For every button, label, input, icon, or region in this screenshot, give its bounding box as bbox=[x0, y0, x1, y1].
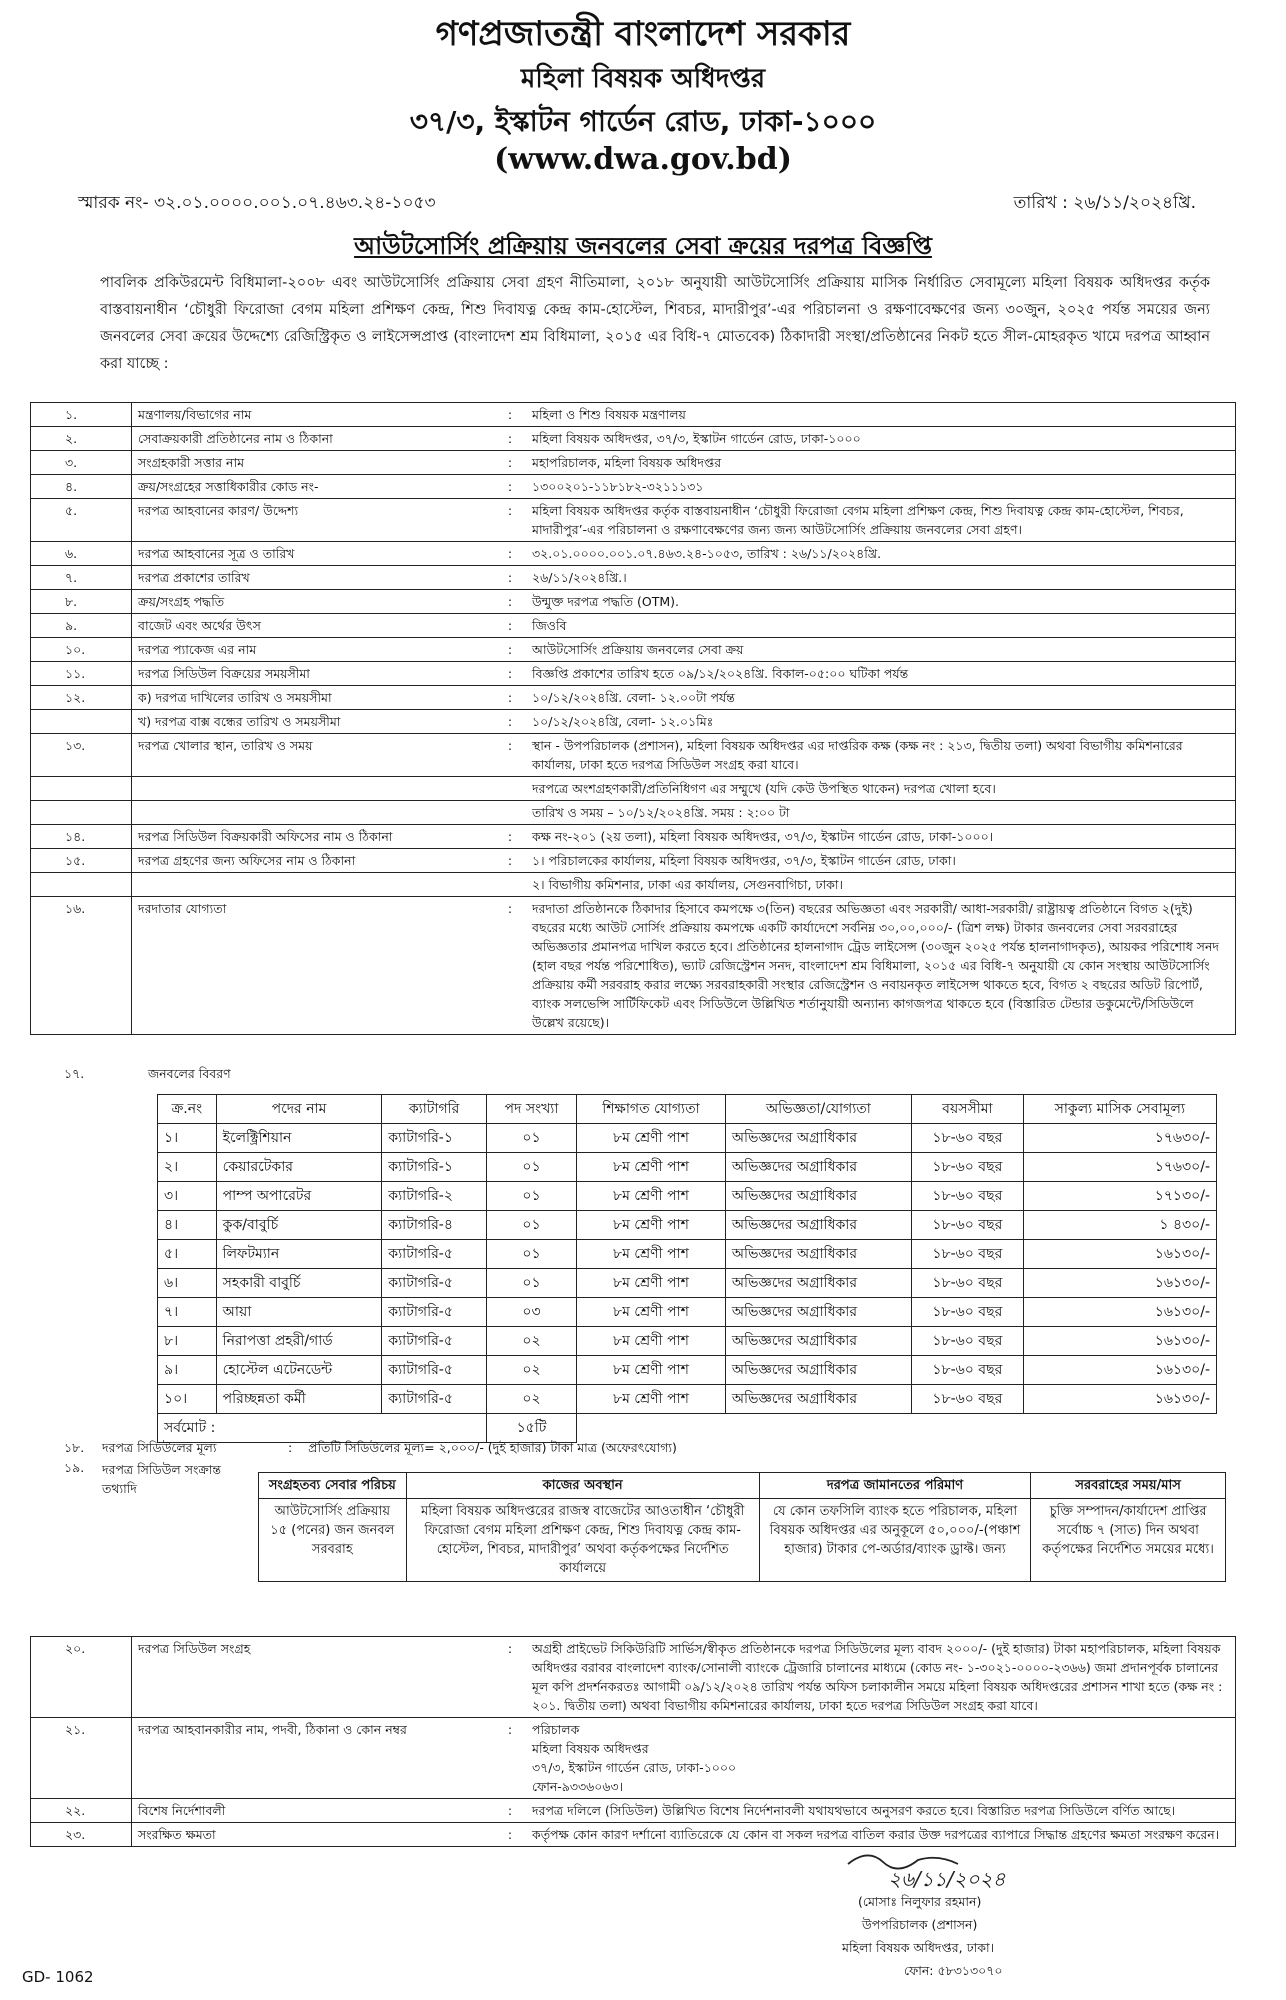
staff-cell: ১৮-৬০ বছর bbox=[912, 1182, 1024, 1211]
row-number: ৮. bbox=[31, 590, 132, 614]
row-field bbox=[132, 873, 495, 897]
row-field: দরপত্র আহবানকারীর নাম, পদবী, ঠিকানা ও কোন নম্বর bbox=[132, 1718, 495, 1799]
row-value: কর্তৃপক্ষ কোন কারণ দর্শানো ব্যাতিরেকে যে কোন বা সকল দরপত্র বাতিল করার উক্ত দরপত্রের ব্যাপারে সিদ্ধান্ত গ্রহণের ক্ষমতা সংরক্ষণ করেন। bbox=[526, 1823, 1236, 1847]
staff-cell: কুক/বাবুর্চি bbox=[216, 1211, 382, 1240]
staff-cell: ১৮-৬০ বছর bbox=[912, 1356, 1024, 1385]
row-value: দরদাতা প্রতিষ্ঠানকে ঠিকাদার হিসাবে কমপক্ষে ৩(তিন) বছরের অভিজ্ঞতা এবং সরকারী/ আধা-সরকারী/ রাষ্ট্রায়ত্ব প্রতিষ্ঠানে বিগত ২(দুই) বছরের মধ্যে আউট সোর্সিং প্রক্রিয়ায় কমপক্ষে একটি কার্যাদেশে সর্বনিম্ন ৩০,০০,০০০/- (ত্রিশ লক্ষ) টাকার জনবলের সেবা সরবরাহের অভিজ্ঞতার প্রমানপত্র দাখিল করতে হবে। প্রতিষ্ঠানের হালনাগাদ ট্রেড লাইসেন্স (৩০জুন ২০২৫ পর্যন্ত হালনাগাদকৃত), আয়কর পরিশোধ সনদ (হাল বছর পর্যন্ত পরিশোধিত), ভ্যাট রেজিস্ট্রেশন সনদ, বাংলাদেশ শ্রম বিধিমালা, ২০১৫ এর বিধি-৭ অনুযায়ী যে কোন সংস্থায় আউটসোর্সিং প্রক্রিয়ায় কর্মী সরবরাহ করার লক্ষ্যে সরবরাহকারী সংস্থার রেজিস্ট্রেশন ও নবায়নকৃত লাইসেন্স থাকতে হবে, বিগত ২ বছরের অডিট রিপোর্ট, ব্যাংক সলভেন্সি সার্টিফিকেট এবং সিডিউলে উল্লিখিত শর্তানুযায়ী অন্যান্য কাগজপত্র থাকতে হবে (বিস্তারিত টেন্ডার ডকুমেন্টে/সিডিউলে উল্লেখ রয়েছে)। bbox=[526, 897, 1236, 1035]
row-number bbox=[31, 873, 132, 897]
staff-cell: ক্যাটাগরি-৫ bbox=[382, 1269, 487, 1298]
row-colon bbox=[494, 801, 526, 825]
row-colon: : bbox=[494, 686, 526, 710]
staff-cell: অভিজ্ঞদের অগ্রাধিকার bbox=[725, 1298, 911, 1327]
row-colon: : bbox=[494, 734, 526, 777]
signer-name: (মোসাঃ নিলুফার রহমান) bbox=[858, 1894, 982, 1909]
staff-cell: সহকারী বাবুর্চি bbox=[216, 1269, 382, 1298]
staff-cell: ৭। bbox=[158, 1298, 217, 1327]
staff-cell: ইলেক্ট্রিশিয়ান bbox=[216, 1124, 382, 1153]
staff-cell: ৮ম শ্রেণী পাশ bbox=[577, 1124, 726, 1153]
row-colon: : bbox=[494, 499, 526, 542]
row-colon: : bbox=[494, 1799, 526, 1823]
row-number bbox=[31, 710, 132, 734]
row-value: ১০/১২/২০২৪খ্রি, বেলা- ১২.০১মিঃ bbox=[526, 710, 1236, 734]
row-colon: : bbox=[494, 1718, 526, 1799]
staff-cell: ১৮-৬০ বছর bbox=[912, 1327, 1024, 1356]
schedule-col-header: সংগ্রহতব্য সেবার পরিচয় bbox=[259, 1473, 407, 1499]
staff-row bbox=[158, 1240, 1217, 1269]
staff-cell: ১৭৬৩০/- bbox=[1023, 1153, 1216, 1182]
staff-cell: অভিজ্ঞদের অগ্রাধিকার bbox=[725, 1356, 911, 1385]
staff-cell: ২। bbox=[158, 1153, 217, 1182]
staff-cell: ক্যাটাগরি-৫ bbox=[382, 1385, 487, 1414]
staff-cell: ১৮-৬০ বছর bbox=[912, 1269, 1024, 1298]
staff-cell: ৫। bbox=[158, 1240, 217, 1269]
staff-cell: ০১ bbox=[486, 1124, 576, 1153]
staff-cell: নিরাপত্তা প্রহরী/গার্ড bbox=[216, 1327, 382, 1356]
staff-cell: ১ ৪৩০/- bbox=[1023, 1211, 1216, 1240]
table-row bbox=[31, 403, 1236, 427]
staff-cell: আয়া bbox=[216, 1298, 382, 1327]
staff-row bbox=[158, 1182, 1217, 1211]
row-18-no: ১৮. bbox=[64, 1440, 85, 1455]
row-number: ৯. bbox=[31, 614, 132, 638]
staff-cell: ৮ম শ্রেণী পাশ bbox=[577, 1356, 726, 1385]
row-colon bbox=[494, 873, 526, 897]
row-number: ১৫. bbox=[31, 849, 132, 873]
row-field: দরপত্র সিডিউল সংগ্রহ bbox=[132, 1637, 495, 1718]
staff-cell: ১৬১৩০/- bbox=[1023, 1385, 1216, 1414]
staff-cell: ৪। bbox=[158, 1211, 217, 1240]
row-value: পরিচালক মহিলা বিষয়ক অধিদপ্তর ৩৭/৩, ইস্কাটন গার্ডেন রোড, ঢাকা-১০০০ ফোন-৯৩৩৬০৬৩। bbox=[526, 1718, 1236, 1799]
row-field: দরপত্র আহবানের সূত্র ও তারিখ bbox=[132, 542, 495, 566]
staff-cell: ৮ম শ্রেণী পাশ bbox=[577, 1182, 726, 1211]
row-field: ক্রয়/সংগ্রহ পদ্ধতি bbox=[132, 590, 495, 614]
row-19-no: ১৯. bbox=[64, 1460, 85, 1475]
row-field: ক) দরপত্র দাখিলের তারিখ ও সময়সীমা bbox=[132, 686, 495, 710]
staff-cell: ক্যাটাগরি-৫ bbox=[382, 1240, 487, 1269]
notice-title: আউটসোর্সিং প্রক্রিয়ায় জনবলের সেবা ক্রয়ের দরপত্র বিজ্ঞপ্তি bbox=[354, 232, 932, 260]
staff-cell: ৩। bbox=[158, 1182, 217, 1211]
table-row bbox=[31, 873, 1236, 897]
row-field: ক্রয়/সংগ্রহের সত্তাধিকারীর কোড নং- bbox=[132, 475, 495, 499]
table-row bbox=[31, 777, 1236, 801]
staff-cell: ০১ bbox=[486, 1182, 576, 1211]
staff-cell: হোস্টেল এটেনডেন্ট bbox=[216, 1356, 382, 1385]
row-number: ২১. bbox=[31, 1718, 132, 1799]
staff-cell: ০১ bbox=[486, 1211, 576, 1240]
staff-cell: ১৬১৩০/- bbox=[1023, 1327, 1216, 1356]
row-number: ৫. bbox=[31, 499, 132, 542]
row-colon: : bbox=[494, 542, 526, 566]
row-colon: : bbox=[494, 1823, 526, 1847]
staff-cell: অভিজ্ঞদের অগ্রাধিকার bbox=[725, 1385, 911, 1414]
row-number: ৩. bbox=[31, 451, 132, 475]
row-colon: : bbox=[494, 427, 526, 451]
table-row bbox=[31, 638, 1236, 662]
row-colon: : bbox=[494, 451, 526, 475]
row-colon: : bbox=[494, 710, 526, 734]
row-17-no: ১৭. bbox=[64, 1066, 85, 1081]
staff-cell: ০২ bbox=[486, 1356, 576, 1385]
row-value: ২। বিভাগীয় কমিশনার, ঢাকা এর কার্যালয়, সেগুনবাগিচা, ঢাকা। bbox=[526, 873, 1236, 897]
signer-designation: উপপরিচালক (প্রশাসন) bbox=[862, 1917, 978, 1932]
row-field: দরপত্র প্যাকেজ এর নাম bbox=[132, 638, 495, 662]
memo-number: স্মারক নং- ৩২.০১.০০০০.০০১.০৭.৪৬৩.২৪-১০৫৩ bbox=[78, 193, 436, 213]
row-number: ১৪. bbox=[31, 825, 132, 849]
government-heading: গণপ্রজাতন্ত্রী বাংলাদেশ সরকার bbox=[435, 14, 851, 54]
row-colon: : bbox=[494, 614, 526, 638]
staff-cell: ১৮-৬০ বছর bbox=[912, 1240, 1024, 1269]
schedule-col-header: সরবরাহের সময়/মাস bbox=[1031, 1473, 1226, 1499]
staff-cell: পরিচ্ছন্নতা কর্মী bbox=[216, 1385, 382, 1414]
row-value: মহিলা বিষয়ক অধিদপ্তর, ৩৭/৩, ইস্কাটন গার্ডেন রোড, ঢাকা-১০০০ bbox=[526, 427, 1236, 451]
table-row bbox=[31, 499, 1236, 542]
staff-col-header: শিক্ষাগত যোগ্যতা bbox=[577, 1095, 726, 1124]
table-row bbox=[31, 662, 1236, 686]
staff-row bbox=[158, 1356, 1217, 1385]
row-value: মহিলা বিষয়ক অধিদপ্তর কর্তৃক বাস্তবায়নাধীন ‘চৌধুরী ফিরোজা বেগম মহিলা প্রশিক্ষণ কেন্দ্র, শিশু দিবাযত্ন কেন্দ্র কাম-হোস্টেল, শিবচর, মাদারীপুর’-এর পরিচালনা ও রক্ষণাবেক্ষণের জন্য জন্য আউটসোর্সিং প্রক্রিয়ায় জনবলের সেবা গ্রহণ। bbox=[526, 499, 1236, 542]
row-value: স্থান - উপপরিচালক (প্রশাসন), মহিলা বিষয়ক অধিদপ্তর এর দাপ্তরিক কক্ষ (কক্ষ নং : ২১৩, দ্বিতীয় তলা) অথবা বিভাগীয় কমিশনারের কার্যালয়, ঢাকা হতে দরপত্র সিডিউল সংগ্রহ করা যাবে। bbox=[526, 734, 1236, 777]
row-value: ১০/১২/২০২৪খ্রি. বেলা- ১২.০০টা পর্যন্ত bbox=[526, 686, 1236, 710]
row-number: ২. bbox=[31, 427, 132, 451]
staff-cell: ক্যাটাগরি-১ bbox=[382, 1153, 487, 1182]
table-row bbox=[31, 542, 1236, 566]
row-18-label: দরপত্র সিডিউলের মূল্য bbox=[102, 1440, 217, 1455]
staff-cell: অভিজ্ঞদের অগ্রাধিকার bbox=[725, 1182, 911, 1211]
row-value: তারিখ ও সময় – ১০/১২/২০২৪খ্রি. সময় : ২:০০ টা bbox=[526, 801, 1236, 825]
row-field bbox=[132, 801, 495, 825]
row-colon bbox=[494, 777, 526, 801]
row-value: আউটসোর্সিং প্রক্রিয়ায় জনবলের সেবা ক্রয় bbox=[526, 638, 1236, 662]
schedule-cell: মহিলা বিষয়ক অধিদপ্তরের রাজস্ব বাজেটের আওতাধীন ‘চৌধুরী ফিরোজা বেগম মহিলা প্রশিক্ষণ কেন্দ্র, শিশু দিবাযত্ন কেন্দ্র কাম-হোস্টেল, শিবচর, মাদারীপুর’ অথবা কর্তৃকপক্ষের নির্দেশিত কার্যালয়ে bbox=[406, 1499, 759, 1582]
row-field bbox=[132, 777, 495, 801]
signature-date: ২৬/১১/২০২৪ bbox=[888, 1867, 1006, 1890]
table-row bbox=[31, 1823, 1236, 1847]
staff-cell: ০২ bbox=[486, 1385, 576, 1414]
row-value: জিওবি bbox=[526, 614, 1236, 638]
row-colon: : bbox=[494, 849, 526, 873]
staff-cell: ক্যাটাগরি-১ bbox=[382, 1124, 487, 1153]
row-colon: : bbox=[494, 897, 526, 1035]
staff-col-header: সাকুল্য মাসিক সেবামূল্য bbox=[1023, 1095, 1216, 1124]
staff-row bbox=[158, 1269, 1217, 1298]
staff-cell: অভিজ্ঞদের অগ্রাধিকার bbox=[725, 1269, 911, 1298]
row-value: উন্মুক্ত দরপত্র পদ্ধতি (OTM). bbox=[526, 590, 1236, 614]
notice-date: তারিখ : ২৬/১১/২০২৪খ্রি. bbox=[1013, 193, 1196, 213]
staff-table bbox=[157, 1094, 1217, 1443]
staff-row bbox=[158, 1211, 1217, 1240]
table-row bbox=[31, 1718, 1236, 1799]
staff-row bbox=[158, 1298, 1217, 1327]
schedule-col-header: কাজের অবস্থান bbox=[406, 1473, 759, 1499]
schedule-cell: যে কোন তফসিলি ব্যাংক হতে পরিচালক, মহিলা বিষয়ক অধিদপ্তর এর অনুকূলে ৫০,০০০/-(পঞ্চাশ হাজার) টাকার পে-অর্ডার/ব্যাংক ড্রাফ্ট। জন্য bbox=[759, 1499, 1030, 1582]
website-link[interactable]: (www.dwa.gov.bd) bbox=[494, 142, 792, 177]
row-field: খ) দরপত্র বাক্স বন্ধের তারিখ ও সময়সীমা bbox=[132, 710, 495, 734]
row-value: ১৩০০২০১-১১৮১৮২-৩২১১১৩১ bbox=[526, 475, 1236, 499]
row-field: দরপত্র আহবানের কারণ/ উদ্দেশ্য bbox=[132, 499, 495, 542]
staff-cell: ৯। bbox=[158, 1356, 217, 1385]
staff-cell: ১৮-৬০ বছর bbox=[912, 1153, 1024, 1182]
staff-row bbox=[158, 1385, 1217, 1414]
table-row bbox=[31, 1799, 1236, 1823]
table-row bbox=[31, 566, 1236, 590]
staff-col-header: পদ সংখ্যা bbox=[486, 1095, 576, 1124]
staff-cell: লিফটম্যান bbox=[216, 1240, 382, 1269]
table-row bbox=[31, 475, 1236, 499]
staff-col-header: ক্যাটাগরি bbox=[382, 1095, 487, 1124]
row-colon: : bbox=[494, 590, 526, 614]
schedule-info-table bbox=[258, 1472, 1226, 1582]
staff-row bbox=[158, 1327, 1217, 1356]
staff-cell: ০৩ bbox=[486, 1298, 576, 1327]
row-colon: : bbox=[494, 638, 526, 662]
table-row bbox=[31, 849, 1236, 873]
row-value: মহাপরিচালক, মহিলা বিষয়ক অধিদপ্তর bbox=[526, 451, 1236, 475]
staff-cell: ৮ম শ্রেণী পাশ bbox=[577, 1298, 726, 1327]
row-number: ৭. bbox=[31, 566, 132, 590]
schedule-cell: চুক্তি সম্পাদন/কার্যাদেশ প্রাপ্তির সর্বোচ্চ ৭ (সাত) দিন অথবা কর্তৃপক্ষের নির্দেশিত সময়ের মধ্যে। bbox=[1031, 1499, 1226, 1582]
row-field: সংরক্ষিত ক্ষমতা bbox=[132, 1823, 495, 1847]
staff-cell: ৮ম শ্রেণী পাশ bbox=[577, 1153, 726, 1182]
footer-code: GD- 1062 bbox=[22, 1968, 94, 1986]
staff-cell: ১৮-৬০ বছর bbox=[912, 1385, 1024, 1414]
signature-mark bbox=[828, 1850, 1048, 1890]
row-colon: : bbox=[494, 475, 526, 499]
table-row bbox=[31, 897, 1236, 1035]
row-value: মহিলা ও শিশু বিষয়ক মন্ত্রণালয় bbox=[526, 403, 1236, 427]
staff-cell: ৮ম শ্রেণী পাশ bbox=[577, 1211, 726, 1240]
row-colon: : bbox=[494, 403, 526, 427]
row-number: ১২. bbox=[31, 686, 132, 710]
row-number: ১৩. bbox=[31, 734, 132, 777]
intro-paragraph: পাবলিক প্রকিউরমেন্ট বিধিমালা-২০০৮ এবং আউটসোর্সিং প্রক্রিয়ায় সেবা গ্রহণ নীতিমালা, ২০১৮ অনুযায়ী আউটসোর্সিং প্রক্রিয়ায় মাসিক নির্ধারিত সেবামূল্যে মহিলা বিষয়ক অধিদপ্তর কর্তৃক বাস্তবায়নাধীন ‘চৌধুরী ফিরোজা বেগম মহিলা প্রশিক্ষণ কেন্দ্র, শিশু দিবাযত্ন কেন্দ্র কাম-হোস্টেল, শিবচর, মাদারীপুর’-এর পরিচালনা ও রক্ষণাবেক্ষণের জন্য ৩০জুন, ২০২৫ পর্যন্ত সময়ের জন্য জনবলের সেবা ক্রয়ের উদ্দেশ্যে রেজিস্ট্রিকৃত ও লাইসেন্সপ্রাপ্ত (বাংলাদেশ শ্রম বিধিমালা, ২০১৫ এর বিধি-৭ মোতবেক) ঠিকাদারী সংস্থা/প্রতিষ্ঠানের নিকট হতে সীল-মোহরকৃত খামে দরপত্র আহ্বান করা যাচ্ছে : bbox=[100, 275, 1210, 372]
staff-cell: ৮ম শ্রেণী পাশ bbox=[577, 1240, 726, 1269]
staff-cell: অভিজ্ঞদের অগ্রাধিকার bbox=[725, 1240, 911, 1269]
staff-cell: অভিজ্ঞদের অগ্রাধিকার bbox=[725, 1153, 911, 1182]
row-field: বাজেট এবং অর্থের উৎস bbox=[132, 614, 495, 638]
staff-cell: ১৮-৬০ বছর bbox=[912, 1298, 1024, 1327]
table-row bbox=[31, 590, 1236, 614]
staff-cell: ১৬১৩০/- bbox=[1023, 1356, 1216, 1385]
row-value: ১। পরিচালকের কার্যালয়, মহিলা বিষয়ক অধিদপ্তর, ৩৭/৩, ইস্কাটন গার্ডেন রোড, ঢাকা। bbox=[526, 849, 1236, 873]
staff-cell: ১। bbox=[158, 1124, 217, 1153]
staff-cell: কেয়ারটেকার bbox=[216, 1153, 382, 1182]
staff-cell: ১৮-৬০ বছর bbox=[912, 1124, 1024, 1153]
staff-cell: অভিজ্ঞদের অগ্রাধিকার bbox=[725, 1211, 911, 1240]
staff-cell: ০২ bbox=[486, 1327, 576, 1356]
staff-total-value: ১৫টি bbox=[486, 1414, 576, 1443]
table-row bbox=[31, 686, 1236, 710]
row-field: বিশেষ নির্দেশাবলী bbox=[132, 1799, 495, 1823]
staff-col-header: বয়সসীমা bbox=[912, 1095, 1024, 1124]
row-field: দরদাতার যোগ্যতা bbox=[132, 897, 495, 1035]
row-colon: : bbox=[494, 1637, 526, 1718]
staff-total-row bbox=[158, 1414, 1217, 1443]
staff-cell: ক্যাটাগরি-৫ bbox=[382, 1298, 487, 1327]
staff-cell: ১৮-৬০ বছর bbox=[912, 1211, 1024, 1240]
row-colon: : bbox=[494, 566, 526, 590]
staff-cell: ৮ম শ্রেণী পাশ bbox=[577, 1269, 726, 1298]
staff-col-header: পদের নাম bbox=[216, 1095, 382, 1124]
table-row bbox=[31, 734, 1236, 777]
row-number bbox=[31, 801, 132, 825]
row-field: মন্ত্রণালয়/বিভাগের নাম bbox=[132, 403, 495, 427]
row-number: ১. bbox=[31, 403, 132, 427]
signer-phone: ফোন: ৫৮৩১৩০৭০ bbox=[904, 1963, 1003, 1978]
staff-cell: ৮ম শ্রেণী পাশ bbox=[577, 1385, 726, 1414]
staff-total-filler bbox=[577, 1414, 1217, 1443]
row-field: দরপত্র সিডিউল বিক্রয়ের সময়সীমা bbox=[132, 662, 495, 686]
staff-cell: ০১ bbox=[486, 1269, 576, 1298]
staff-cell: ১৬১৩০/- bbox=[1023, 1298, 1216, 1327]
row-field: দরপত্র খোলার স্থান, তারিখ ও সময় bbox=[132, 734, 495, 777]
tender-info-table bbox=[30, 402, 1236, 1035]
staff-cell: ৮। bbox=[158, 1327, 217, 1356]
row-17-label: জনবলের বিবরণ bbox=[147, 1066, 231, 1081]
row-value: বিজ্ঞপ্তি প্রকাশের তারিখ হতে ০৯/১২/২০২৪খ্রি. বিকাল-০৫:০০ ঘটিকা পর্যন্ত bbox=[526, 662, 1236, 686]
row-field: সংগ্রহকারী সত্তার নাম bbox=[132, 451, 495, 475]
table-row bbox=[31, 825, 1236, 849]
staff-cell: অভিজ্ঞদের অগ্রাধিকার bbox=[725, 1327, 911, 1356]
signature-block bbox=[822, 1890, 1062, 1982]
staff-row bbox=[158, 1124, 1217, 1153]
row-number: ৬. bbox=[31, 542, 132, 566]
schedule-price bbox=[288, 1440, 677, 1460]
staff-cell: ১৬১৩০/- bbox=[1023, 1269, 1216, 1298]
staff-total-label: সর্বমোট : bbox=[158, 1414, 487, 1443]
row-number: ২০. bbox=[31, 1637, 132, 1718]
signer-office: মহিলা বিষয়ক অধিদপ্তর, ঢাকা। bbox=[842, 1940, 995, 1955]
staff-cell: ০১ bbox=[486, 1153, 576, 1182]
table-row bbox=[31, 801, 1236, 825]
row-value: ২৬/১১/২০২৪খ্রি.। bbox=[526, 566, 1236, 590]
row-number: ৪. bbox=[31, 475, 132, 499]
row-field: দরপত্র সিডিউল বিক্রয়কারী অফিসের নাম ও ঠিকানা bbox=[132, 825, 495, 849]
staff-cell: অভিজ্ঞদের অগ্রাধিকার bbox=[725, 1124, 911, 1153]
row-colon: : bbox=[494, 662, 526, 686]
staff-cell: ক্যাটাগরি-৪ bbox=[382, 1211, 487, 1240]
row-colon: : bbox=[494, 825, 526, 849]
staff-cell: ক্যাটাগরি-৫ bbox=[382, 1327, 487, 1356]
address-heading: ৩৭/৩, ইস্কাটন গার্ডেন রোড, ঢাকা-১০০০ bbox=[409, 105, 877, 138]
row-number: ১১. bbox=[31, 662, 132, 686]
staff-cell: ক্যাটাগরি-২ bbox=[382, 1182, 487, 1211]
staff-cell: ৬। bbox=[158, 1269, 217, 1298]
staff-col-header: অভিজ্ঞতা/যোগ্যতা bbox=[725, 1095, 911, 1124]
row-number: ১০. bbox=[31, 638, 132, 662]
row-value: ৩২.০১.০০০০.০০১.০৭.৪৬৩.২৪-১০৫৩, তারিখ : ২৬/১১/২০২৪খ্রি. bbox=[526, 542, 1236, 566]
row-field: দরপত্র গ্রহণের জন্য অফিসের নাম ও ঠিকানা bbox=[132, 849, 495, 873]
table-row bbox=[31, 451, 1236, 475]
staff-cell: ১০। bbox=[158, 1385, 217, 1414]
row-number: ২৩. bbox=[31, 1823, 132, 1847]
row-number: ১৬. bbox=[31, 897, 132, 1035]
tender-info-table-2 bbox=[30, 1636, 1236, 1847]
row-19-label: দরপত্র সিডিউল সংক্রান্ত তথ্যাদি bbox=[102, 1462, 222, 1496]
staff-cell: ক্যাটাগরি-৫ bbox=[382, 1356, 487, 1385]
schedule-col-header: দরপত্র জামানতের পরিমাণ bbox=[759, 1473, 1030, 1499]
staff-col-header: ক্র.নং bbox=[158, 1095, 217, 1124]
row-18-colon: : bbox=[288, 1440, 293, 1455]
row-field: সেবাক্রয়কারী প্রতিষ্ঠানের নাম ও ঠিকানা bbox=[132, 427, 495, 451]
table-row bbox=[31, 427, 1236, 451]
row-number bbox=[31, 777, 132, 801]
staff-cell: ১৭১৩০/- bbox=[1023, 1182, 1216, 1211]
row-value: অগ্রহী প্রাইভেট সিকিউরিটি সার্ভিস/স্বীকৃত প্রতিষ্ঠানকে দরপত্র সিডিউলের মূল্য বাবদ ২০০০/- (দুই হাজার) টাকা মহাপরিচালক, মহিলা বিষয়ক অধিদপ্তর বরাবর বাংলাদেশ ব্যাংক/সোনালী ব্যাংকে ট্রেজারি চালানের মাধ্যমে (কোড নং- ১-৩০২১-০০০০-২৩৬৬) জমা প্রদানপূর্বক চালানের মূল কপি প্রদর্শনকরতঃ আগামী ০৯/১২/২০২৪ তারিখ পর্যন্ত অফিস চলাকালীন সময়ে মহিলা বিষয়ক অধিদপ্তরের প্রশাসন শাখা হতে (কক্ষ নং : ২০১. দ্বিতীয় তলা) অথবা বিভাগীয় কমিশনারের কার্যালয়, ঢাকা হতে দরপত্র সিডিউল সংগ্রহ করা যাবে। bbox=[526, 1637, 1236, 1718]
row-value: দরপত্র দলিলে (সিডিউল) উল্লিখিত বিশেষ নির্দেশনাবলী যথাযথভাবে অনুসরণ করতে হবে। বিস্তারিত দরপত্র সিডিউলে বর্ণিত আছে। bbox=[526, 1799, 1236, 1823]
row-field: দরপত্র প্রকাশের তারিখ bbox=[132, 566, 495, 590]
staff-cell: ৮ম শ্রেণী পাশ bbox=[577, 1327, 726, 1356]
row-17 bbox=[30, 1066, 231, 1086]
table-row bbox=[31, 614, 1236, 638]
staff-cell: ১৬১৩০/- bbox=[1023, 1240, 1216, 1269]
staff-row bbox=[158, 1153, 1217, 1182]
department-heading: মহিলা বিষয়ক অধিদপ্তর bbox=[520, 64, 766, 94]
row-value: কক্ষ নং-২০১ (২য় তলা), মহিলা বিষয়ক অধিদপ্তর, ৩৭/৩, ইস্কাটন গার্ডেন রোড, ঢাকা-১০০০। bbox=[526, 825, 1236, 849]
staff-cell: ১৭৬৩০/- bbox=[1023, 1124, 1216, 1153]
staff-cell: পাম্প অপারেটর bbox=[216, 1182, 382, 1211]
table-row bbox=[31, 710, 1236, 734]
row-number: ২২. bbox=[31, 1799, 132, 1823]
table-row bbox=[31, 1637, 1236, 1718]
row-value: দরপত্রে অংশগ্রহণকারী/প্রতিনিধিগণ এর সম্মুখে (যদি কেউ উপস্থিত থাকেন) দরপত্র খোলা হবে। bbox=[526, 777, 1236, 801]
row-18-value: প্রতিটি সিডিউলের মূল্য= ২,০০০/- (দুই হাজার) টাকা মাত্র (অফেরৎযোগ্য) bbox=[308, 1440, 677, 1455]
staff-cell: ০১ bbox=[486, 1240, 576, 1269]
schedule-cell: আউটসোর্সিং প্রক্রিয়ায় ১৫ (পনের) জন জনবল সরবরাহ bbox=[259, 1499, 407, 1582]
